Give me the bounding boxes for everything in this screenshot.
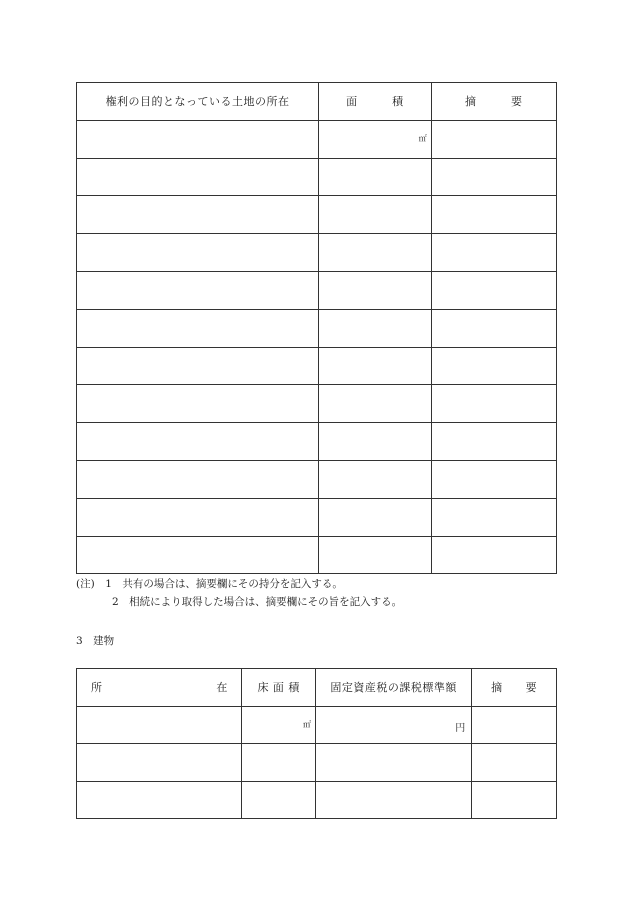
building-location-header bbox=[77, 669, 242, 707]
land-row bbox=[77, 196, 557, 234]
land-area-cell[interactable] bbox=[319, 120, 431, 158]
floor-area-cell[interactable] bbox=[242, 706, 316, 744]
land-header-row bbox=[77, 83, 557, 121]
land-area-cell[interactable] bbox=[319, 309, 431, 347]
tax-value-cell[interactable] bbox=[316, 706, 472, 744]
land-location-cell[interactable] bbox=[77, 158, 319, 196]
land-row bbox=[77, 498, 557, 536]
land-area-cell[interactable] bbox=[319, 385, 431, 423]
land-note-cell[interactable] bbox=[431, 234, 556, 272]
land-note-cell[interactable] bbox=[431, 385, 556, 423]
building-row bbox=[77, 706, 557, 744]
land-location-cell[interactable] bbox=[77, 120, 319, 158]
land-location-cell[interactable] bbox=[77, 347, 319, 385]
tax-value-cell[interactable] bbox=[316, 744, 472, 782]
land-note-cell[interactable] bbox=[431, 120, 556, 158]
note-line-2 bbox=[76, 593, 402, 611]
land-note-cell[interactable] bbox=[431, 196, 556, 234]
land-area-cell[interactable] bbox=[319, 498, 431, 536]
land-area-cell[interactable] bbox=[319, 536, 431, 574]
land-table bbox=[76, 82, 557, 574]
land-note-cell[interactable] bbox=[431, 498, 556, 536]
floor-area-cell[interactable] bbox=[242, 781, 316, 819]
location-left-char: 所 bbox=[91, 681, 102, 695]
land-area-cell[interactable] bbox=[319, 271, 431, 309]
area-unit-label: ㎡ bbox=[418, 133, 427, 143]
yen-unit-label: 円 bbox=[455, 722, 466, 734]
building-row bbox=[77, 744, 557, 782]
land-area-cell[interactable] bbox=[319, 234, 431, 272]
land-row bbox=[77, 460, 557, 498]
note-label: (注) bbox=[76, 578, 95, 590]
building-location-cell[interactable] bbox=[77, 706, 242, 744]
note-item-2: 2 相続により取得した場合は、摘要欄にその旨を記入する。 bbox=[112, 596, 403, 608]
land-row bbox=[77, 120, 557, 158]
note-item-1: 1 共有の場合は、摘要欄にその持分を記入する。 bbox=[105, 578, 343, 590]
land-location-header: 権利の目的となっている土地の所在 bbox=[77, 83, 319, 121]
building-note-header: 摘 要 bbox=[472, 669, 557, 707]
tax-value-cell[interactable] bbox=[316, 781, 472, 819]
land-area-cell[interactable] bbox=[319, 158, 431, 196]
floor-unit-label: ㎡ bbox=[303, 719, 312, 729]
land-row bbox=[77, 271, 557, 309]
land-location-cell[interactable] bbox=[77, 196, 319, 234]
building-table bbox=[76, 668, 557, 819]
notes-block bbox=[76, 575, 402, 611]
building-location-cell[interactable] bbox=[77, 781, 242, 819]
land-row bbox=[77, 536, 557, 574]
building-section-title: 3 建物 bbox=[76, 635, 115, 647]
land-location-cell[interactable] bbox=[77, 498, 319, 536]
land-area-cell[interactable] bbox=[319, 423, 431, 461]
note-line-1 bbox=[76, 575, 402, 593]
building-row bbox=[77, 781, 557, 819]
building-note-cell[interactable] bbox=[472, 744, 557, 782]
land-row bbox=[77, 158, 557, 196]
land-note-cell[interactable] bbox=[431, 536, 556, 574]
land-note-cell[interactable] bbox=[431, 460, 556, 498]
land-area-cell[interactable] bbox=[319, 196, 431, 234]
floor-area-cell[interactable] bbox=[242, 744, 316, 782]
land-row bbox=[77, 309, 557, 347]
building-location-cell[interactable] bbox=[77, 744, 242, 782]
land-note-cell[interactable] bbox=[431, 271, 556, 309]
land-location-cell[interactable] bbox=[77, 271, 319, 309]
land-note-cell[interactable] bbox=[431, 309, 556, 347]
land-area-cell[interactable] bbox=[319, 347, 431, 385]
land-location-cell[interactable] bbox=[77, 460, 319, 498]
building-note-cell[interactable] bbox=[472, 706, 557, 744]
land-location-cell[interactable] bbox=[77, 234, 319, 272]
land-note-header: 摘 要 bbox=[431, 83, 556, 121]
land-note-cell[interactable] bbox=[431, 423, 556, 461]
land-row bbox=[77, 423, 557, 461]
land-row bbox=[77, 385, 557, 423]
land-note-cell[interactable] bbox=[431, 347, 556, 385]
building-note-cell[interactable] bbox=[472, 781, 557, 819]
floor-area-header: 床 面 積 bbox=[242, 669, 316, 707]
land-location-cell[interactable] bbox=[77, 536, 319, 574]
location-right-char: 在 bbox=[216, 681, 228, 695]
land-row bbox=[77, 234, 557, 272]
land-row bbox=[77, 347, 557, 385]
building-header-row bbox=[77, 669, 557, 707]
tax-value-header: 固定資産税の課税標準額 bbox=[316, 669, 472, 707]
land-location-cell[interactable] bbox=[77, 385, 319, 423]
land-area-cell[interactable] bbox=[319, 460, 431, 498]
land-location-cell[interactable] bbox=[77, 423, 319, 461]
land-note-cell[interactable] bbox=[431, 158, 556, 196]
land-location-cell[interactable] bbox=[77, 309, 319, 347]
land-area-header: 面 積 bbox=[319, 83, 431, 121]
